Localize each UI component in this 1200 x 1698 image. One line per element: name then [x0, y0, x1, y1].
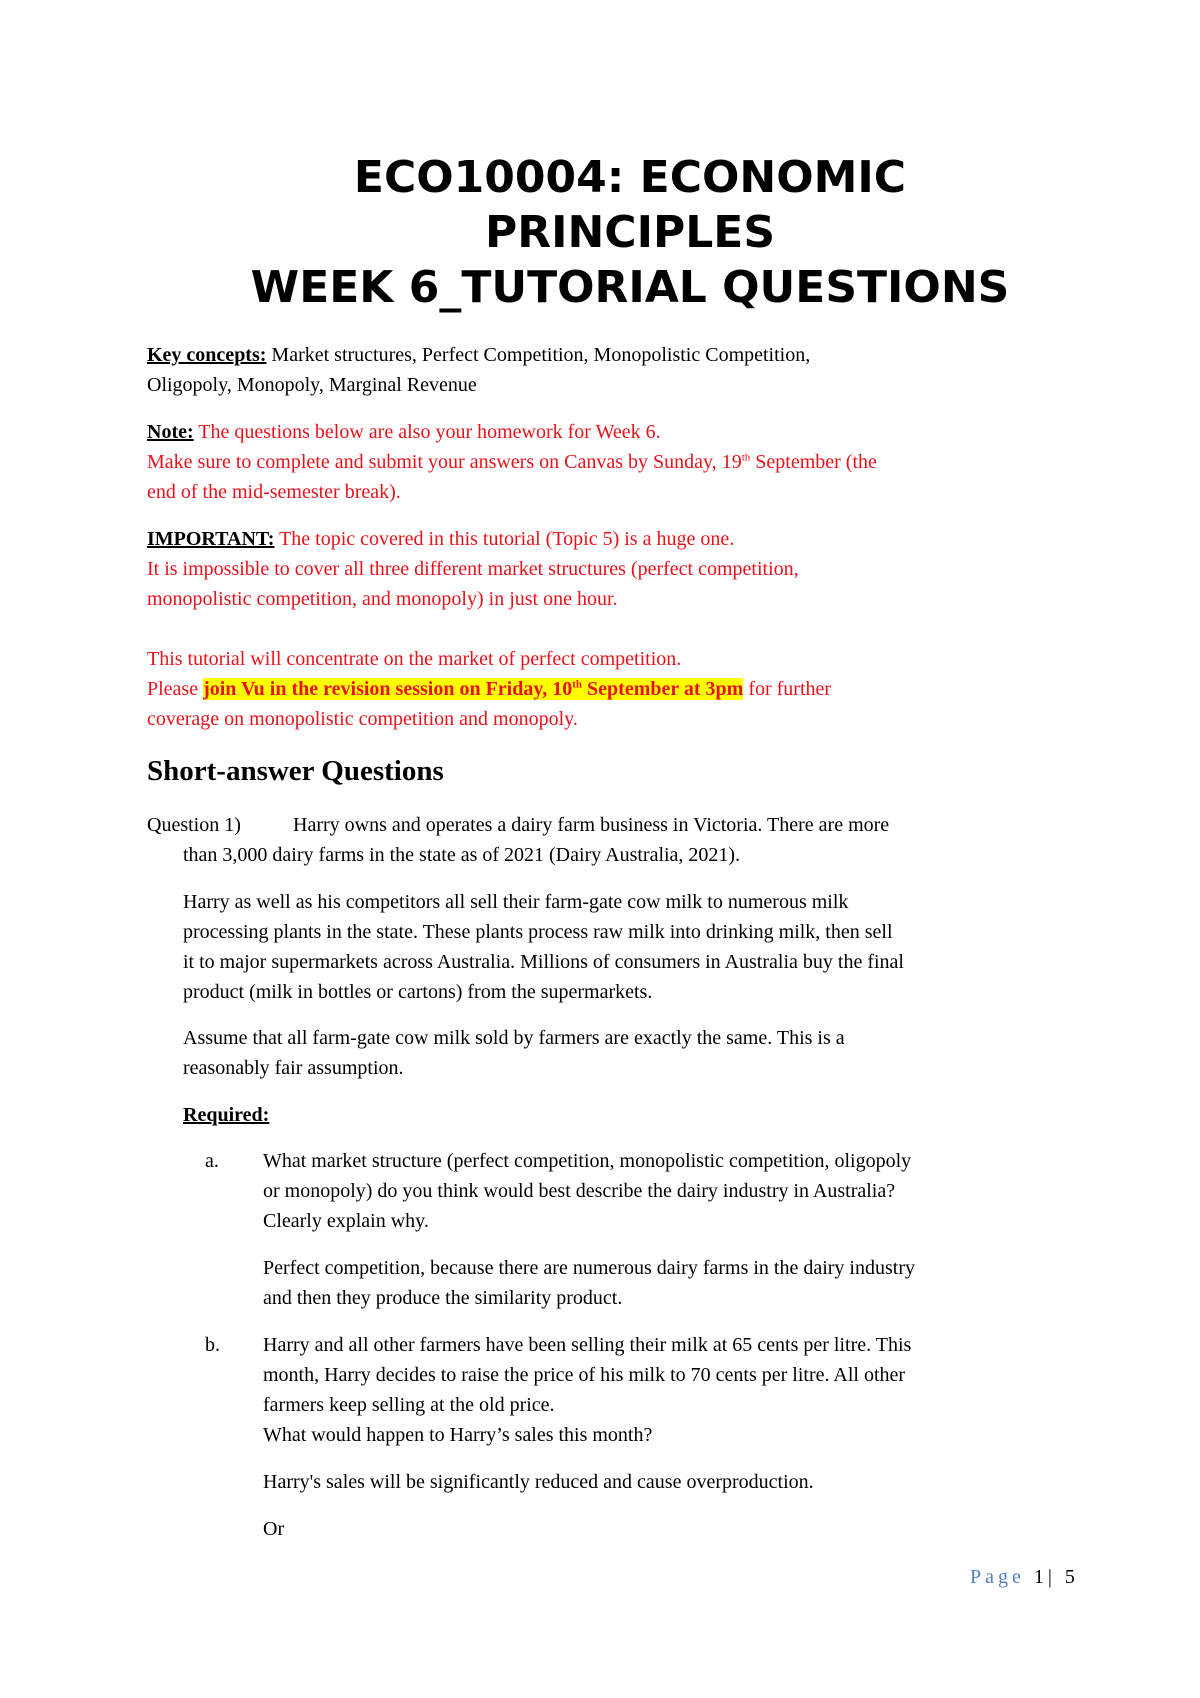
- important-line-3: monopolistic competition, and monopoly) in just one hour.: [147, 588, 618, 610]
- page-total: 5: [1055, 1566, 1079, 1588]
- key-concepts-label: Key concepts:: [147, 344, 267, 366]
- item-b-text: Harry and all other farmers have been selling their milk at 65 cents per litre. This month, Harry decides to raise the price of his milk to 70 cents per litre. All other farmers keep selling at the old price. What would happen to Harry’s sales this month?: [263, 1334, 912, 1446]
- item-b-answer-or: Or: [263, 1518, 285, 1540]
- important-block: [147, 524, 1077, 734]
- page-current: 1: [1033, 1566, 1048, 1588]
- required-label: Required:: [183, 1104, 270, 1126]
- item-a-text: What market structure (perfect competition, monopolistic competition, oligopoly or monopoly) do you think would best describe the dairy industry in Australia? Clearly explain why.: [263, 1150, 912, 1232]
- key-concepts-text-2: Oligopoly, Monopoly, Marginal Revenue: [147, 374, 477, 396]
- document-title: [0, 150, 1200, 315]
- note-label: Note:: [147, 421, 194, 443]
- note-block: [147, 417, 1077, 507]
- note-line-3: end of the mid-semester break).: [147, 481, 401, 503]
- important-line-4: This tutorial will concentrate on the market of perfect competition.: [147, 648, 682, 670]
- note-line-1: The questions below are also your homework for Week 6.: [193, 421, 661, 443]
- key-concepts-text-1: Market structures, Perfect Competition, Monopolistic Competition,: [266, 344, 811, 366]
- important-line-5a: Please: [147, 678, 204, 700]
- highlighted-revision-session: join Vu in the revision session on Friday, 10th September at 3pm: [203, 678, 744, 700]
- question-1-line-1: Harry owns and operates a dairy farm business in Victoria. There are more: [293, 814, 890, 836]
- important-line-6: coverage on monopolistic competition and monopoly.: [147, 708, 578, 730]
- question-1-label: Question 1): [147, 814, 241, 836]
- page-number-footer: [970, 1562, 1079, 1592]
- important-line-5b: for further: [743, 678, 832, 700]
- page-word: Page: [970, 1566, 1034, 1588]
- important-label: IMPORTANT:: [147, 528, 275, 550]
- title-line-1: ECO10004: ECONOMIC: [353, 152, 907, 203]
- note-sup: th: [741, 451, 751, 464]
- page-separator: |: [1047, 1566, 1056, 1588]
- section-heading: Short-answer Questions: [147, 755, 444, 787]
- item-b-answer: Harry's sales will be significantly reduced and cause overproduction.: [263, 1471, 814, 1493]
- title-line-3: WEEK 6_TUTORIAL QUESTIONS: [250, 262, 1010, 313]
- note-line-2b: September (the: [750, 451, 877, 473]
- question-1-paragraph-2: Harry as well as his competitors all sell their farm-gate cow milk to numerous milk processing plants in the state. These plants process raw milk into drinking milk, then sell it to major supermarkets across Australia. Millions of consumers in Australia buy the final product (milk in bottles or cartons) from the supermarkets.: [183, 891, 904, 1003]
- item-b-letter: b.: [205, 1334, 220, 1356]
- question-1: [147, 810, 1077, 840]
- important-line-1: The topic covered in this tutorial (Topic 5) is a huge one.: [274, 528, 735, 550]
- item-a-answer: Perfect competition, because there are numerous dairy farms in the dairy industry and then they produce the similarity product.: [263, 1257, 915, 1309]
- item-a-letter: a.: [205, 1150, 219, 1172]
- key-concepts: [147, 340, 1077, 400]
- important-line-2: It is impossible to cover all three different market structures (perfect competition,: [147, 558, 799, 580]
- question-1-line-2: than 3,000 dairy farms in the state as of 2021 (Dairy Australia, 2021).: [183, 844, 741, 866]
- question-1-paragraph-3: Assume that all farm-gate cow milk sold by farmers are exactly the same. This is a reasonably fair assumption.: [183, 1027, 845, 1079]
- title-line-2: PRINCIPLES: [484, 207, 776, 258]
- note-line-2a: Make sure to complete and submit your answers on Canvas by Sunday, 19: [147, 451, 742, 473]
